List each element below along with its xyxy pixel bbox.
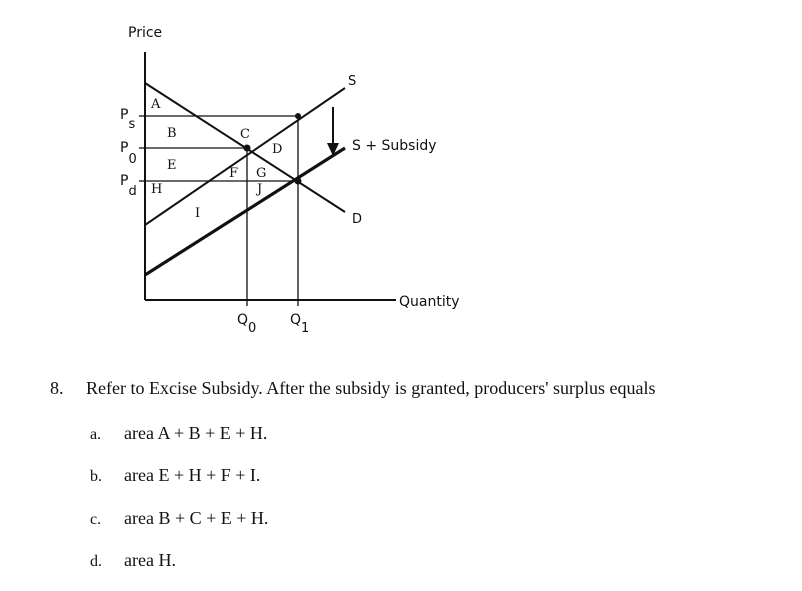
area-d-label: D bbox=[272, 142, 283, 157]
area-i-label: I bbox=[195, 206, 201, 221]
q0-label: Q0 bbox=[237, 312, 257, 336]
choice-a[interactable] bbox=[90, 423, 267, 444]
q1-label: Q1 bbox=[290, 312, 310, 336]
question-prompt: Refer to Excise Subsidy. After the subsidy is granted, producers' surplus equals bbox=[86, 378, 656, 398]
area-g-label: G bbox=[256, 166, 267, 181]
area-b-label: B bbox=[167, 126, 177, 141]
choice-d-text: area H. bbox=[124, 550, 176, 570]
demand-label: D bbox=[352, 212, 363, 227]
subsidy-equilibrium-dot bbox=[295, 178, 302, 185]
ps-label: Ps bbox=[120, 107, 136, 132]
question-text bbox=[50, 378, 655, 399]
supply-at-q1-dot bbox=[295, 113, 301, 119]
choice-c[interactable] bbox=[90, 508, 268, 529]
area-e-label: E bbox=[167, 158, 177, 173]
choice-b-text: area E + H + F + I. bbox=[124, 465, 261, 485]
question-number: 8. bbox=[50, 378, 64, 398]
quantity-axis-label: Quantity bbox=[399, 294, 460, 310]
area-a-label: A bbox=[151, 97, 161, 112]
choice-d-letter: d. bbox=[90, 553, 102, 570]
area-f-label: F bbox=[229, 166, 239, 181]
choice-b[interactable] bbox=[90, 465, 260, 486]
p0-label: P0 bbox=[120, 140, 137, 167]
area-j-label: J bbox=[257, 182, 263, 197]
supply-label: S bbox=[348, 74, 357, 89]
choice-c-letter: c. bbox=[90, 511, 102, 528]
area-c-label: C bbox=[240, 127, 250, 142]
choice-d[interactable] bbox=[90, 550, 176, 571]
subsidy-supply-label: S + Subsidy bbox=[352, 138, 437, 154]
price-axis-label: Price bbox=[128, 25, 163, 41]
pd-label: Pd bbox=[120, 173, 137, 199]
choice-a-text: area A + B + E + H. bbox=[124, 423, 268, 443]
choice-b-letter: b. bbox=[90, 468, 102, 485]
supply-curve bbox=[145, 88, 345, 225]
choice-a-letter: a. bbox=[90, 426, 102, 443]
equilibrium-dot bbox=[244, 145, 251, 152]
choice-c-text: area B + C + E + H. bbox=[124, 508, 269, 528]
area-h-label: H bbox=[151, 182, 163, 197]
